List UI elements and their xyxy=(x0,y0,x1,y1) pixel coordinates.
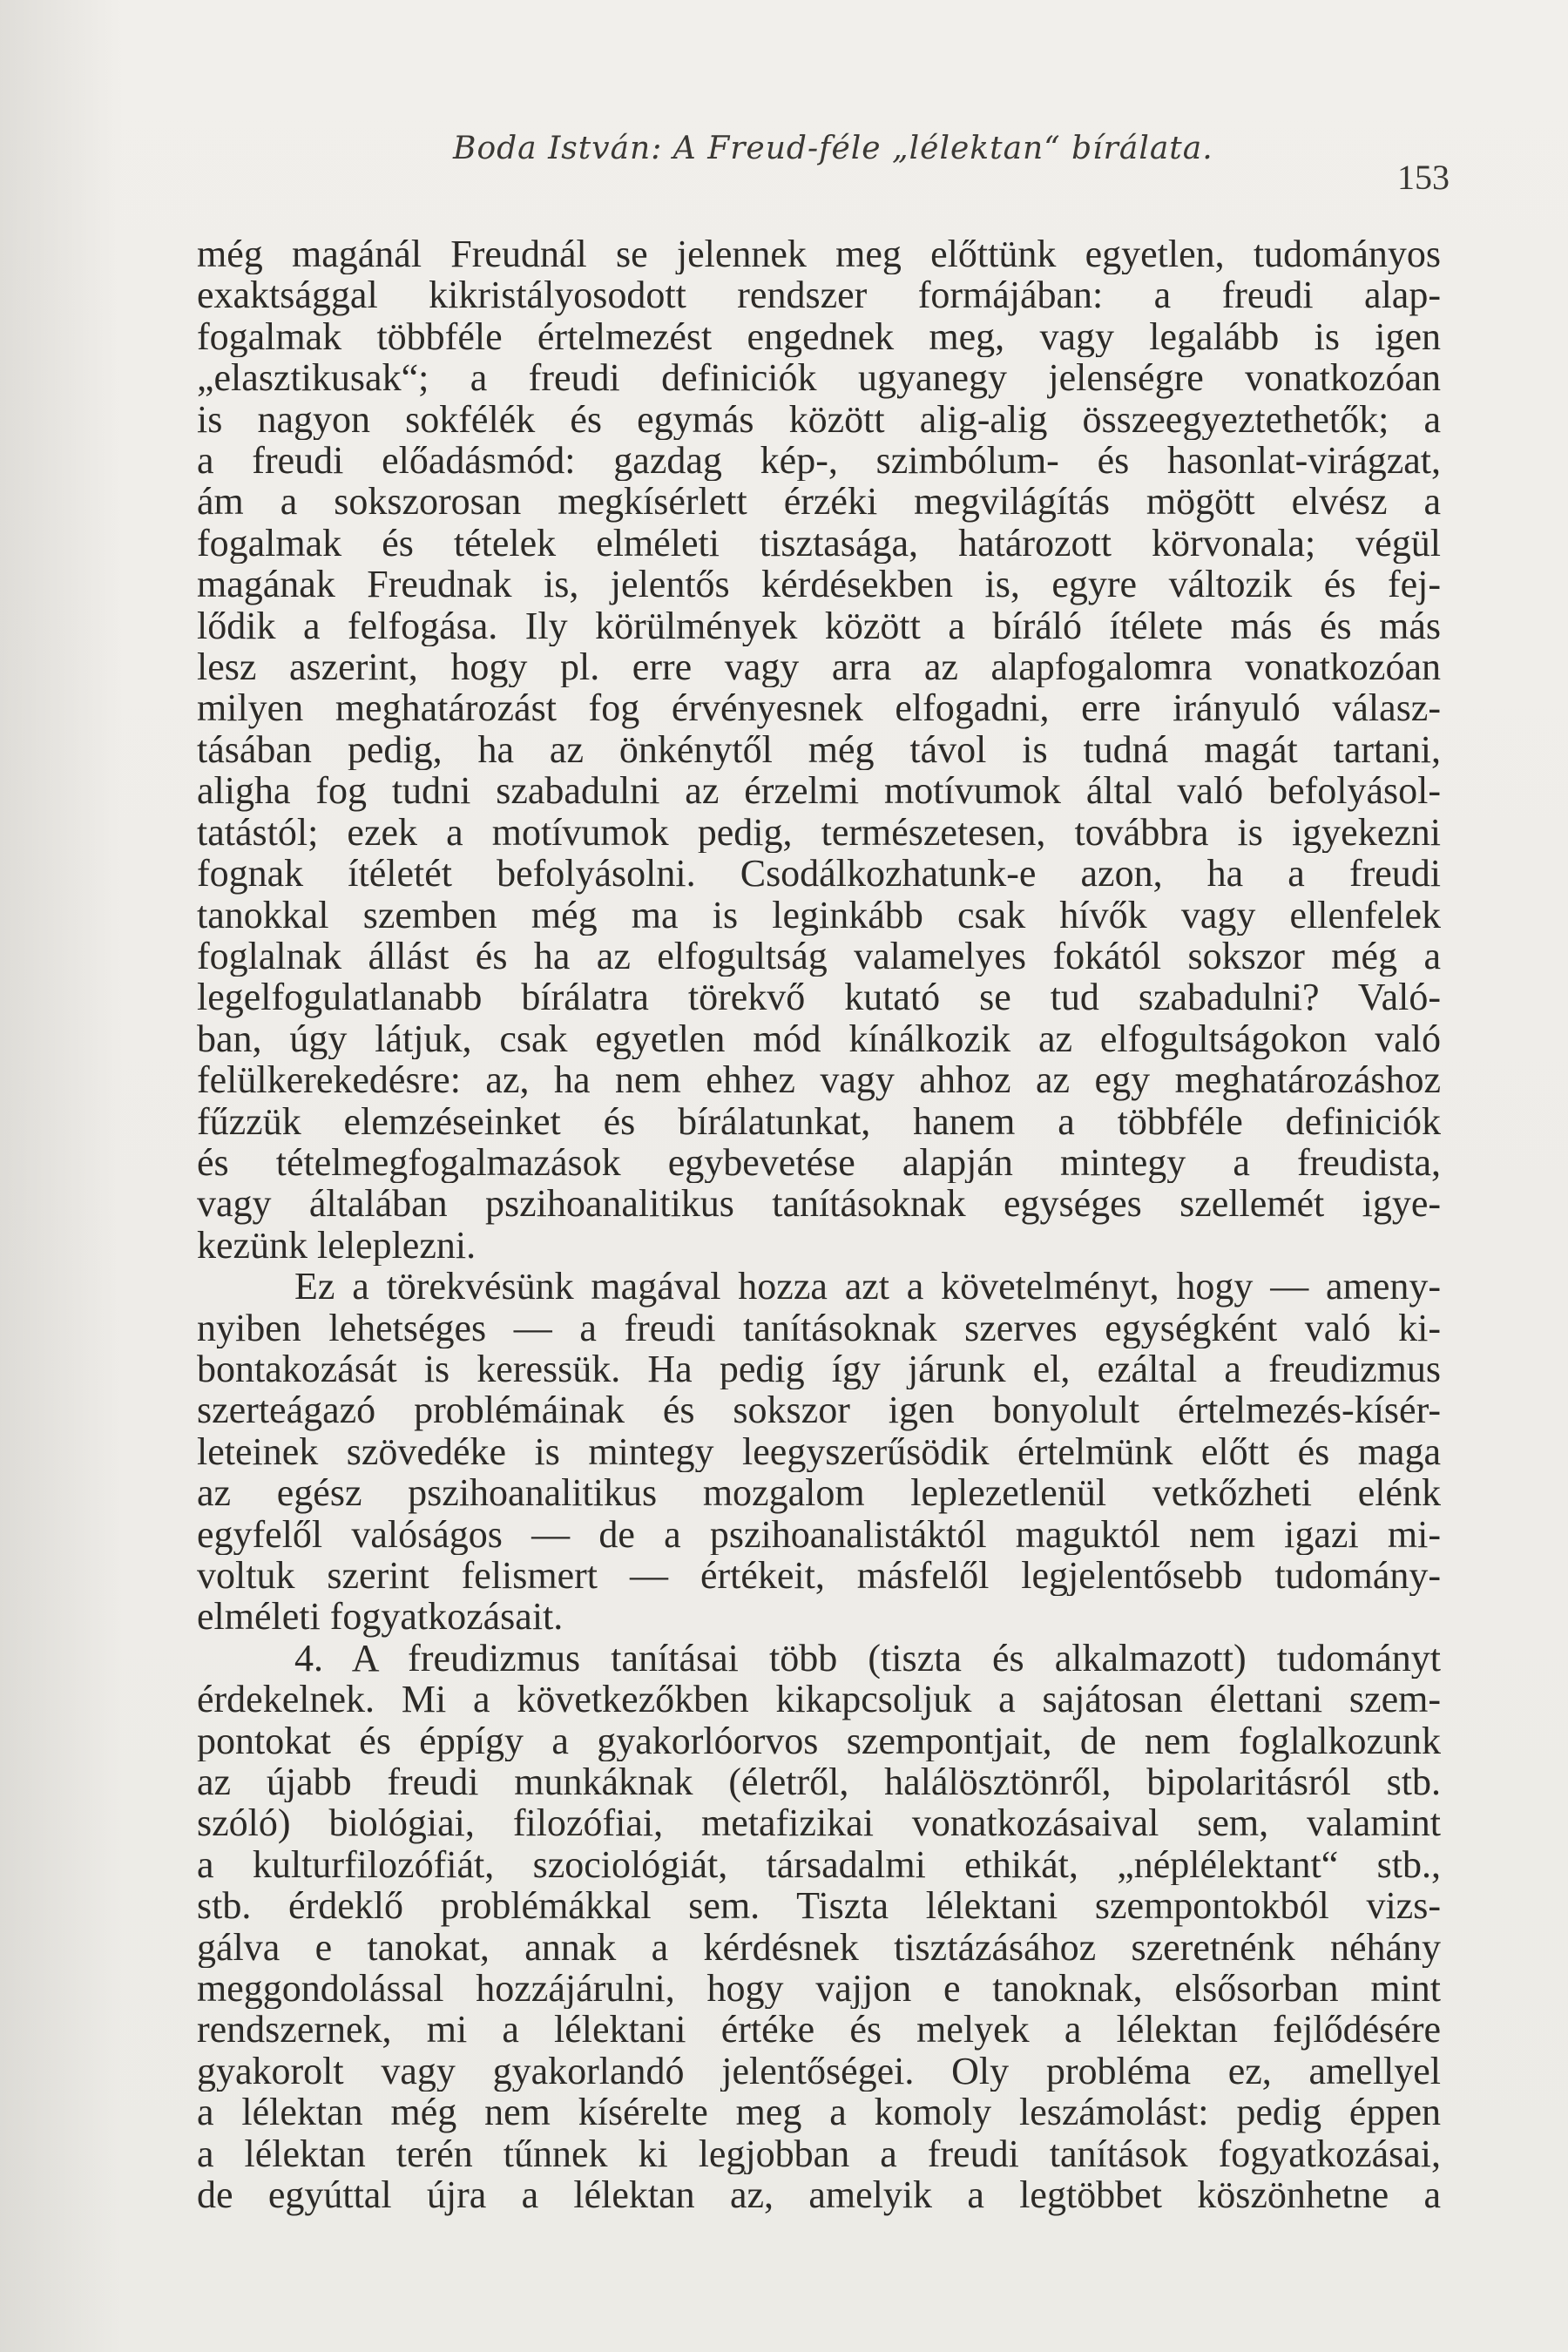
text-line: Ez a törekvésünk magával hozza azt a követelményt, hogy — ameny- xyxy=(294,1266,1441,1308)
text-line: a lélektan terén tűnnek ki legjobban a freudi tanítások fogyatkozásai, xyxy=(197,2132,1441,2175)
paragraph-2 xyxy=(197,1266,1441,1638)
text-line: pontokat és éppígy a gyakorlóorvos szempontjait, de nem foglalkozunk xyxy=(197,1720,1441,1762)
text-line: „elasztikusak“; a freudi definiciók ugyanegy jelenségre vonatkozóan xyxy=(197,357,1441,399)
text-line: gyakorolt vagy gyakorlandó jelentőségei. Oly probléma ez, amellyel xyxy=(197,2050,1441,2092)
text-line: de egyúttal újra a lélektan az, amelyik a legtöbbet köszönhetne a xyxy=(197,2174,1441,2216)
text-line: foglalnak állást és ha az elfogultság valamelyes fokától sokszor még a xyxy=(197,935,1441,977)
text-line: a kulturfilozófiát, szociológiát, társadalmi ethikát, „néplélektant“ stb., xyxy=(197,1843,1441,1886)
text-line: lődik a felfogása. Ily körülmények között a bíráló ítélete más és más xyxy=(197,605,1441,647)
text-line: voltuk szerint felismert — értékeit, másfelől legjelentősebb tudomány- xyxy=(197,1555,1441,1597)
paragraph-1 xyxy=(197,233,1441,1266)
text-line: rendszernek, mi a lélektani értéke és melyek a lélektan fejlődésére xyxy=(197,2009,1441,2051)
text-line: a freudi előadásmód: gazdag kép-, szimbólum- és hasonlat-virágzat, xyxy=(197,440,1441,482)
text-line: az újabb freudi munkáknak (életről, halálösztönről, bipolaritásról stb. xyxy=(197,1761,1441,1803)
text-line: még magánál Freudnál se jelennek meg előttünk egyetlen, tudományos xyxy=(197,233,1441,275)
page-number: 153 xyxy=(1397,158,1450,197)
text-line: bontakozását is keressük. Ha pedig így járunk el, ezáltal a freudizmus xyxy=(197,1348,1441,1390)
text-line: nyiben lehetséges — a freudi tanításoknak szerves egységként való ki- xyxy=(197,1307,1441,1348)
text-line: érdekelnek. Mi a következőkben kikapcsoljuk a sajátosan élettani szem- xyxy=(197,1679,1441,1720)
text-line: fogalmak és tételek elméleti tisztasága, határozott körvonala; végül xyxy=(197,522,1441,564)
text-line: ban, úgy látjuk, csak egyetlen mód kínálkozik az elfogultságokon való xyxy=(197,1017,1441,1060)
text-line: szerteágazó problémáinak és sokszor igen bonyolult értelmezés-kísér- xyxy=(197,1389,1441,1431)
running-header-title: Boda István: A Freud-féle „lélektan“ bírálata. xyxy=(453,131,1213,166)
text-line: fűzzük elemzéseinket és bírálatunkat, hanem a többféle definiciók xyxy=(197,1100,1441,1142)
text-line: exaktsággal kikristályosodott rendszer formájában: a freudi alap- xyxy=(197,274,1441,316)
text-line: a lélektan még nem kísérelte meg a komoly leszámolást: pedig éppen xyxy=(197,2092,1441,2133)
text-line: tásában pedig, ha az önkénytől még távol is tudná magát tartani, xyxy=(197,728,1441,771)
text-line: fogalmak többféle értelmezést engednek meg, vagy legalább is igen xyxy=(197,315,1441,358)
text-line: vagy általában pszihoanalitikus tanításoknak egységes szellemét igye- xyxy=(197,1183,1441,1225)
text-line: egyfelől valóságos — de a pszihoanalistáktól maguktól nem igazi mi- xyxy=(197,1513,1441,1555)
text-line: 4. A freudizmus tanításai több (tiszta és alkalmazott) tudományt xyxy=(294,1637,1441,1680)
text-line: gálva e tanokat, annak a kérdésnek tisztázásához szeretnénk néhány xyxy=(197,1926,1441,1969)
text-line: fognak ítéletét befolyásolni. Csodálkozhatunk-e azon, ha a freudi xyxy=(197,853,1441,895)
text-line: is nagyon sokfélék és egymás között alig-alig összeegyeztethetők; a xyxy=(197,398,1441,441)
text-line: milyen meghatározást fog érvényesnek elfogadni, erre irányuló válasz- xyxy=(197,687,1441,729)
paragraph-3 xyxy=(197,1638,1441,2216)
text-line: magának Freudnak is, jelentős kérdésekben is, egyre változik és fej- xyxy=(197,564,1441,605)
text-line: elméleti fogyatkozásait. xyxy=(197,1596,564,1638)
text-line: tanokkal szemben még ma is leginkább csak hívők vagy ellenfelek xyxy=(197,894,1441,936)
page-edge-shadow xyxy=(0,0,122,2352)
text-line: aligha fog tudni szabadulni az érzelmi motívumok által való befolyásol- xyxy=(197,770,1441,812)
text-line: stb. érdeklő problémákkal sem. Tiszta lélektani szempontokból vizs- xyxy=(197,1885,1441,1927)
body-text xyxy=(197,233,1441,2216)
text-line: az egész pszihoanalitikus mozgalom leplezetlenül vetkőzheti elénk xyxy=(197,1472,1441,1514)
text-line: tatástól; ezek a motívumok pedig, természetesen, továbbra is igyekezni xyxy=(197,811,1441,854)
text-line: felülkerekedésre: az, ha nem ehhez vagy ahhoz az egy meghatározáshoz xyxy=(197,1059,1441,1101)
text-line: ám a sokszorosan megkísérlett érzéki megvilágítás mögött elvész a xyxy=(197,481,1441,523)
text-line: leteinek szövedéke is mintegy leegyszerűsödik értelmünk előtt és maga xyxy=(197,1430,1441,1473)
text-line: szóló) biológiai, filozófiai, metafizikai vonatkozásaival sem, valamint xyxy=(197,1802,1441,1844)
text-line: és tételmegfogalmazások egybevetése alapján mintegy a freudista, xyxy=(197,1141,1441,1184)
text-line: legelfogulatlanabb bírálatra törekvő kutató se tud szabadulni? Való- xyxy=(197,977,1441,1018)
text-line: lesz aszerint, hogy pl. erre vagy arra az alapfogalomra vonatkozóan xyxy=(197,646,1441,688)
text-line: meggondolással hozzájárulni, hogy vajjon e tanoknak, elsősorban mint xyxy=(197,1968,1441,2010)
text-line: kezünk leleplezni. xyxy=(197,1224,476,1267)
